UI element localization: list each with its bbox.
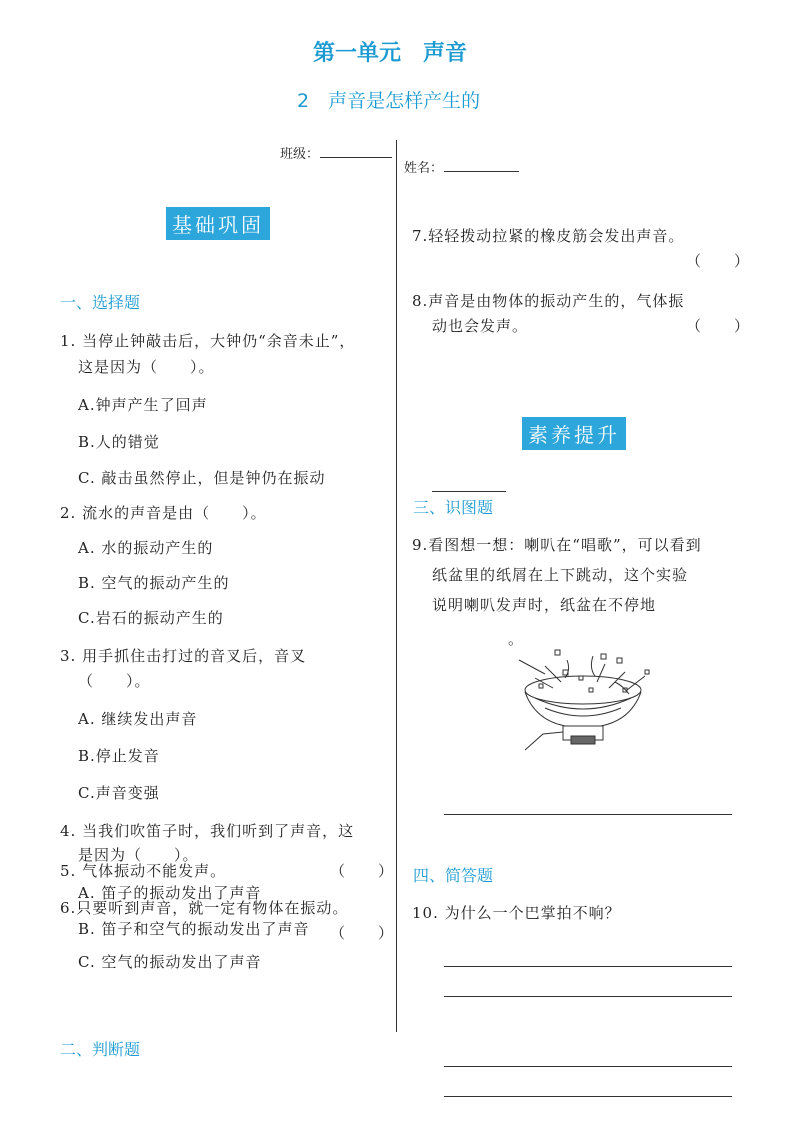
q6: 6.只要听到声音，就一定有物体在振动。	[60, 899, 349, 917]
q7: 7.轻轻拨动拉紧的橡皮筋会发出声音。	[412, 227, 685, 245]
q10-answer-line-3[interactable]	[444, 1066, 732, 1067]
q9-line1: 9.看图想一想：喇叭在“唱歌”，可以看到	[412, 536, 702, 554]
class-label: 班级：	[280, 147, 320, 162]
q3-option-c[interactable]: C.声音变强	[78, 784, 160, 802]
q9-line2: 纸盆里的纸屑在上下跳动，这个实验	[432, 566, 689, 584]
lesson-title: 2 声音是怎样产生的	[297, 90, 481, 112]
q10-answer-line-4[interactable]	[444, 1096, 732, 1097]
q1-option-b[interactable]: B.人的错觉	[78, 433, 160, 451]
q9-end: 。	[508, 630, 525, 648]
q1-option-c[interactable]: C. 敲击虽然停止，但是钟仍在振动	[78, 469, 326, 487]
speaker-illustration	[505, 648, 670, 763]
q2-option-b[interactable]: B. 空气的振动产生的	[78, 574, 230, 592]
q10: 10. 为什么一个巴掌拍不响？	[412, 904, 621, 922]
q4-line2: 是因为（ ）。	[78, 846, 199, 864]
q8-line1: 8.声音是由物体的振动产生的，气体振	[412, 292, 685, 310]
section-picture: 三、识图题	[413, 498, 494, 517]
q2-option-a[interactable]: A. 水的振动产生的	[78, 539, 214, 557]
q9-line3: 说明喇叭发声时，纸盆在不停地	[432, 596, 657, 614]
class-input-line[interactable]	[320, 157, 392, 158]
name-label: 姓名：	[404, 161, 444, 176]
q5-answer-paren[interactable]: （ ）	[330, 862, 395, 880]
q4-option-c[interactable]: C. 空气的振动发出了声音	[78, 953, 262, 971]
q5: 5. 气体振动不能发声。	[60, 862, 227, 880]
q1-line2: 这是因为（ ）。	[78, 358, 215, 376]
q4-line1: 4. 当我们吹笛子时，我们听到了声音，这	[60, 822, 355, 840]
q3-line1: 3. 用手抓住击打过的音叉后，音叉	[60, 647, 307, 665]
unit-title: 第一单元 声音	[313, 41, 468, 66]
tag-improve: 素养提升	[522, 417, 626, 450]
q10-answer-line-1[interactable]	[444, 966, 732, 967]
q8-answer-paren[interactable]: （ ）	[686, 317, 751, 335]
q10-answer-line-2[interactable]	[444, 996, 732, 997]
q7-answer-paren[interactable]: （ ）	[686, 252, 751, 270]
q1-line1: 1. 当停止钟敲击后，大钟仍“余音未止”，	[60, 332, 356, 350]
q3-option-a[interactable]: A. 继续发出声音	[78, 710, 198, 728]
q1-option-a[interactable]: A.钟声产生了回声	[78, 396, 208, 414]
q2-option-c[interactable]: C.岩石的振动产生的	[78, 609, 224, 627]
section-judge: 二、判断题	[60, 1040, 141, 1059]
q9-answer-line[interactable]	[444, 814, 732, 815]
tag-basic: 基础巩固	[166, 207, 270, 240]
q2: 2. 流水的声音是由（ ）。	[60, 504, 267, 522]
section-choice: 一、选择题	[60, 293, 141, 312]
section-underline	[432, 491, 506, 492]
section-short-answer: 四、简答题	[413, 866, 494, 885]
q4-option-a[interactable]: A. 笛子的振动发出了声音	[78, 884, 262, 902]
q6-answer-paren[interactable]: （ ）	[330, 924, 395, 942]
q3-option-b[interactable]: B.停止发音	[78, 747, 160, 765]
q3-line2: （ ）。	[78, 672, 151, 690]
q4-option-b[interactable]: B. 笛子和空气的振动发出了声音	[78, 920, 310, 938]
column-divider	[396, 140, 397, 1032]
q8-line2: 动也会发声。	[432, 317, 529, 335]
name-input-line[interactable]	[444, 171, 519, 172]
